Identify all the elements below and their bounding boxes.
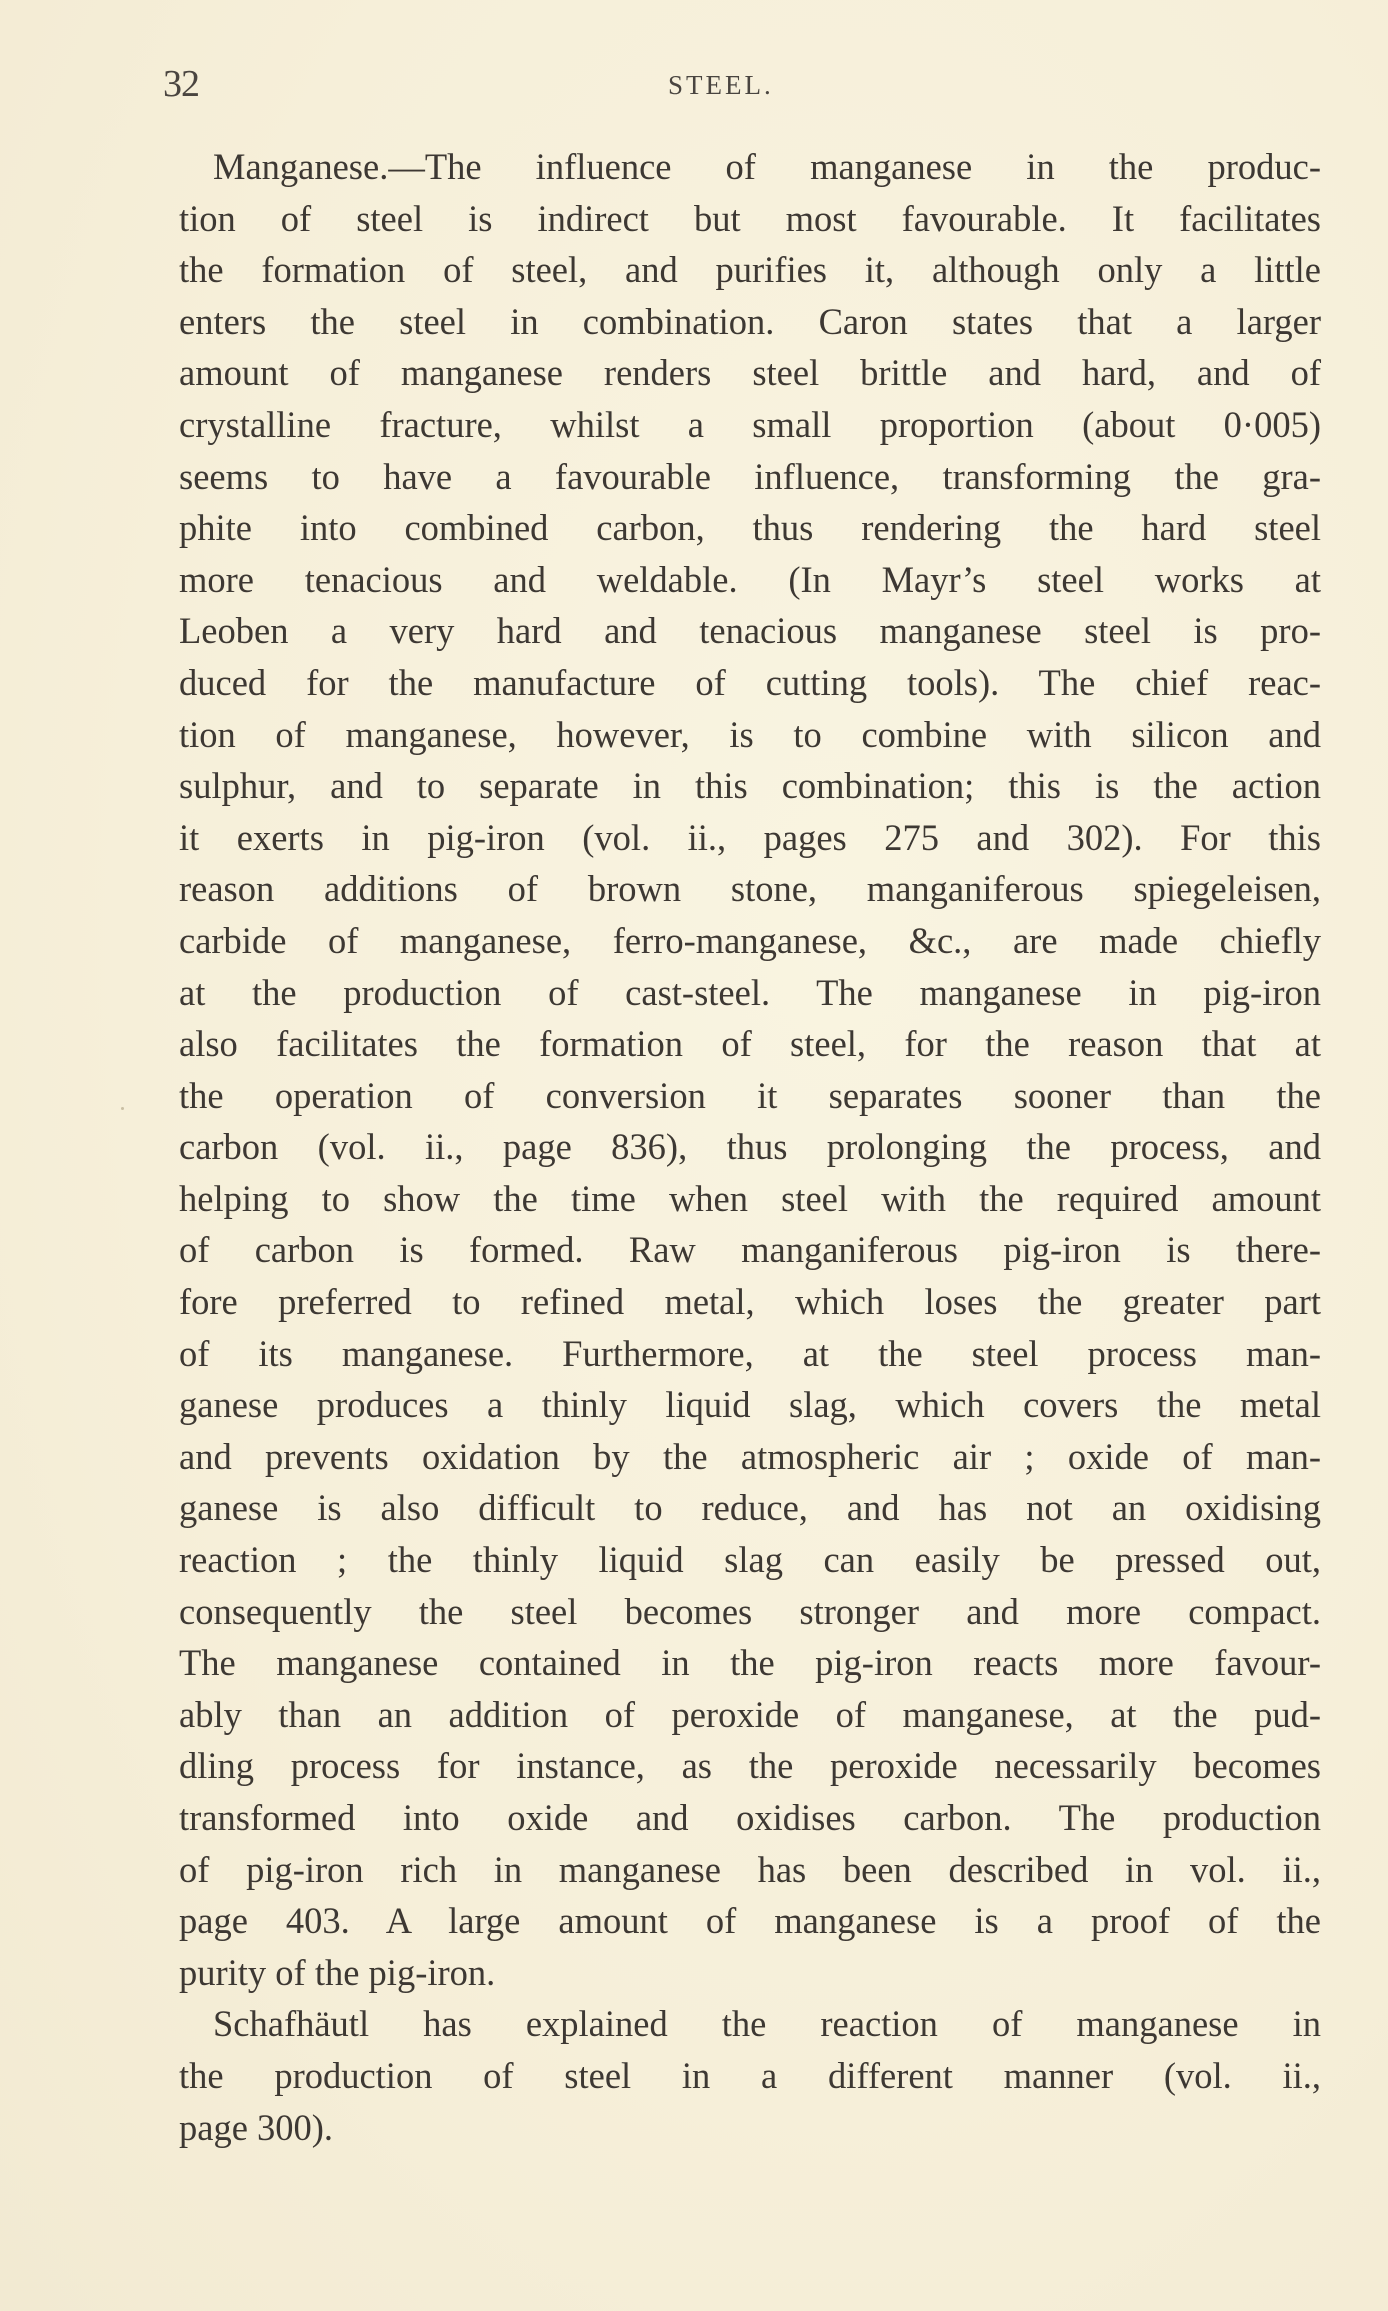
text-line: at the production of cast-steel. The manganese in pig-iron — [179, 971, 1321, 1013]
text-line: ably than an addition of peroxide of manganese, at the pud- — [179, 1693, 1321, 1735]
paragraph-manganese — [179, 141, 1321, 1998]
text-line: and prevents oxidation by the atmospheric air ; oxide of man- — [179, 1435, 1321, 1477]
page-header — [163, 62, 1323, 112]
text-line: phite into combined carbon, thus rendering the hard steel — [179, 507, 1321, 549]
text-line: enters the steel in combination. Caron states that a larger — [179, 300, 1321, 342]
text-line: also facilitates the formation of steel, for the reason that at — [179, 1023, 1321, 1065]
text-line: crystalline fracture, whilst a small proportion (about 0·005) — [179, 403, 1321, 445]
text-line: helping to show the time when steel with the required amount — [179, 1177, 1321, 1219]
body-text — [179, 141, 1321, 2153]
text-line: purity of the pig-iron. — [179, 1951, 496, 1993]
text-line: of pig-iron rich in manganese has been described in vol. ii., — [179, 1848, 1321, 1890]
paragraph-schafhautl — [179, 1998, 1321, 2153]
text-line: duced for the manufacture of cutting tools). The chief reac- — [179, 661, 1321, 703]
text-line: reason additions of brown stone, manganiferous spiegeleisen, — [179, 868, 1321, 910]
text-line: fore preferred to refined metal, which loses the greater part — [179, 1281, 1321, 1323]
text-line: ganese is also difficult to reduce, and has not an oxidising — [179, 1487, 1321, 1529]
text-line: the operation of conversion it separates sooner than the — [179, 1074, 1321, 1116]
text-line: carbon (vol. ii., page 836), thus prolonging the process, and — [179, 1126, 1321, 1168]
text-line: tion of manganese, however, is to combine with silicon and — [179, 713, 1321, 755]
text-line: of carbon is formed. Raw manganiferous pig-iron is there- — [179, 1229, 1321, 1271]
text-line: page 403. A large amount of manganese is a proof of the — [179, 1900, 1321, 1942]
text-line: Manganese.—The influence of manganese in the produc- — [213, 146, 1321, 187]
text-line: carbide of manganese, ferro-manganese, &c., are made chiefly — [179, 919, 1321, 961]
text-line: Leoben a very hard and tenacious manganese steel is pro- — [179, 610, 1321, 652]
text-line: it exerts in pig-iron (vol. ii., pages 275 and 302). For this — [179, 816, 1321, 858]
text-line: consequently the steel becomes stronger and more compact. — [179, 1590, 1321, 1632]
text-line: The manganese contained in the pig-iron reacts more favour- — [179, 1642, 1321, 1684]
text-line: of its manganese. Furthermore, at the steel process man- — [179, 1332, 1321, 1374]
text-line: tion of steel is indirect but most favourable. It facilitates — [179, 197, 1321, 239]
page-number: 32 — [163, 63, 199, 105]
text-line: the formation of steel, and purifies it, although only a little — [179, 249, 1321, 291]
paper-speck — [121, 1107, 124, 1110]
text-line: reaction ; the thinly liquid slag can easily be pressed out, — [179, 1539, 1321, 1581]
text-line: dling process for instance, as the peroxide necessarily becomes — [179, 1745, 1321, 1787]
text-line: Schafhäutl has explained the reaction of manganese in — [213, 2003, 1321, 2045]
text-line: seems to have a favourable influence, transforming the gra- — [179, 455, 1321, 497]
text-line: ganese produces a thinly liquid slag, which covers the metal — [179, 1384, 1321, 1426]
running-head: STEEL. — [668, 70, 774, 100]
text-line: amount of manganese renders steel brittle and hard, and of — [179, 352, 1321, 394]
text-line: sulphur, and to separate in this combination; this is the action — [179, 765, 1321, 807]
text-line: page 300). — [179, 2106, 334, 2148]
text-line: more tenacious and weldable. (In Mayr’s steel works at — [179, 558, 1321, 600]
text-line: the production of steel in a different manner (vol. ii., — [179, 2054, 1321, 2096]
text-line: transformed into oxide and oxidises carbon. The production — [179, 1797, 1321, 1838]
